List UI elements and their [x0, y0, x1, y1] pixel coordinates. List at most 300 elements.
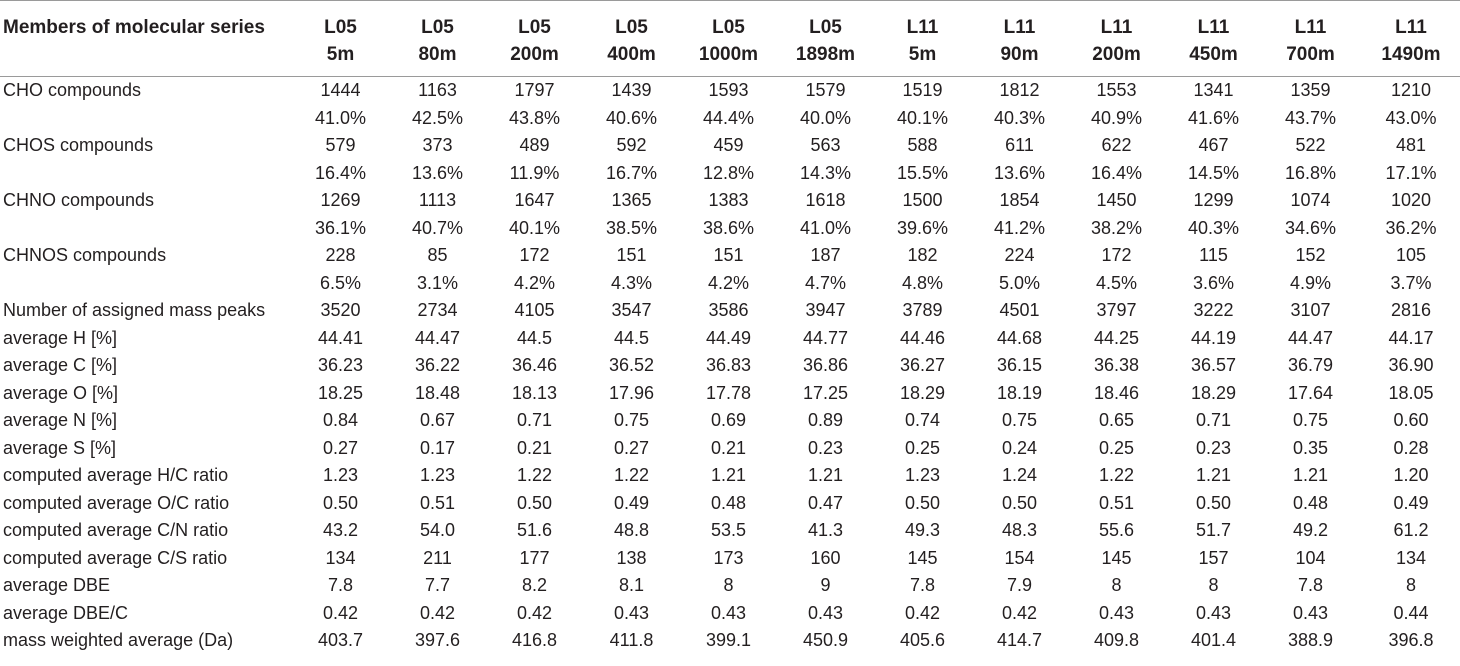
table-cell: 0.50 [1001, 492, 1038, 513]
table-cell: 0.75 [1001, 410, 1038, 430]
table-cell: 36.46 [511, 355, 558, 375]
table-cell: 48.8 [613, 520, 650, 540]
table-cell: 0.42 [904, 602, 941, 623]
table-cell: 1163 [418, 80, 457, 100]
column-site: L11 [1294, 17, 1327, 38]
table-cell: 41.2% [993, 217, 1046, 238]
table-cell: 1.21 [1292, 465, 1329, 485]
table-cell: 0.43 [807, 602, 844, 623]
table-cell: 3586 [708, 300, 749, 320]
table-cell: 622 [1101, 135, 1132, 155]
column-header [874, 1, 971, 77]
row-label: average C [%] [3, 355, 118, 375]
row-label: average DBE/C [3, 602, 129, 623]
table-cell: 44.5 [516, 327, 553, 348]
table-cell: 14.5% [1187, 162, 1240, 183]
table-cell: 0.50 [904, 492, 941, 513]
table-cell: 36.79 [1287, 355, 1334, 375]
table-row [0, 600, 1460, 628]
table-cell: 373 [422, 135, 453, 155]
table-cell: 1593 [708, 80, 749, 100]
column-site: L05 [712, 17, 745, 38]
table-cell: 40.0% [799, 107, 852, 128]
column-header [1165, 1, 1262, 77]
table-body [0, 77, 1460, 655]
table-cell: 36.22 [414, 355, 461, 375]
column-depth: 5m [326, 44, 355, 65]
table-cell: 3.6% [1192, 272, 1235, 293]
column-header [1068, 1, 1165, 77]
column-header [486, 1, 583, 77]
table-cell: 38.2% [1090, 217, 1143, 238]
table-cell: 4.2% [513, 272, 556, 293]
table-cell: 1269 [320, 190, 361, 210]
column-depth: 450m [1189, 44, 1238, 65]
table-row [0, 105, 1460, 133]
row-label [0, 105, 292, 133]
table-cell: 18.46 [1093, 382, 1140, 403]
table-cell: 8.2 [521, 575, 548, 595]
table-cell: 0.49 [613, 492, 650, 513]
table-cell: 36.83 [705, 355, 752, 375]
table-row [0, 77, 1460, 105]
table-cell: 134 [325, 547, 356, 568]
table-cell: 41.6% [1187, 107, 1240, 128]
table-cell: 3947 [805, 300, 846, 320]
table-row [0, 572, 1460, 600]
column-site: L05 [324, 17, 357, 38]
table-cell: 211 [423, 547, 452, 568]
table-cell: 1812 [999, 80, 1040, 100]
table-cell: 34.6% [1284, 217, 1337, 238]
table-cell: 40.3% [993, 107, 1046, 128]
table-cell: 399.1 [705, 630, 752, 650]
table-row [0, 407, 1460, 435]
column-header [583, 1, 680, 77]
column-header [777, 1, 874, 77]
table-cell: 105 [1395, 245, 1427, 265]
table-cell: 396.8 [1388, 630, 1434, 650]
table-cell: 0.28 [1393, 437, 1429, 458]
table-cell: 0.75 [1292, 410, 1329, 430]
table-cell: 0.43 [1195, 602, 1232, 623]
table-cell: 0.43 [1098, 602, 1135, 623]
table-cell: 1797 [514, 80, 555, 100]
table-cell: 40.7% [411, 217, 464, 238]
table-cell: 450.9 [802, 630, 849, 650]
table-cell: 0.42 [419, 602, 456, 623]
table-cell: 0.50 [516, 492, 553, 513]
table-cell: 0.21 [710, 437, 747, 458]
row-label: CHNO compounds [3, 190, 155, 210]
table-cell: 0.48 [1292, 492, 1329, 513]
table-row [0, 160, 1460, 188]
row-label: Number of assigned mass peaks [3, 300, 266, 320]
table-cell: 36.1% [314, 217, 367, 238]
table-cell: 157 [1198, 547, 1229, 568]
table-cell: 0.48 [710, 492, 747, 513]
row-label: computed average C/S ratio [3, 547, 228, 568]
table-cell: 134 [1395, 547, 1427, 568]
table-cell: 1.23 [322, 465, 359, 485]
table-cell: 43.0% [1385, 107, 1437, 128]
table-cell: 1854 [999, 190, 1040, 210]
table-cell: 224 [1004, 245, 1035, 265]
table-row [0, 325, 1460, 353]
column-depth: 1490m [1381, 44, 1441, 65]
table-row [0, 132, 1460, 160]
column-site: L11 [906, 17, 939, 38]
table-cell: 0.43 [613, 602, 650, 623]
table-cell: 17.25 [802, 382, 849, 403]
column-site: L05 [809, 17, 842, 38]
table-cell: 151 [616, 245, 647, 265]
table-header [0, 1, 1460, 77]
table-cell: 3222 [1193, 300, 1234, 320]
table-cell: 18.25 [317, 382, 364, 403]
header-row [0, 1, 1460, 77]
table-cell: 9 [820, 575, 831, 595]
table-cell: 36.2% [1385, 217, 1437, 238]
table-cell: 459 [713, 135, 744, 155]
table-cell: 7.7 [424, 575, 451, 595]
table-cell: 8 [1405, 575, 1416, 595]
table-cell: 0.27 [322, 437, 359, 458]
table-cell: 416.8 [511, 630, 558, 650]
table-cell: 44.4% [702, 107, 755, 128]
table-cell: 489 [519, 135, 550, 155]
table-cell: 40.9% [1090, 107, 1143, 128]
table-cell: 1.21 [1195, 465, 1232, 485]
table-cell: 0.42 [516, 602, 553, 623]
table-cell: 1519 [902, 80, 943, 100]
table-cell: 0.25 [1098, 437, 1135, 458]
table-cell: 18.48 [414, 382, 461, 403]
table-cell: 172 [1101, 245, 1132, 265]
column-site: L11 [1003, 17, 1036, 38]
row-label: average N [%] [3, 410, 118, 430]
table-cell: 36.90 [1388, 355, 1434, 375]
header-label: Members of molecular series [3, 17, 265, 38]
table-cell: 579 [325, 135, 356, 155]
table-cell: 7.8 [1297, 575, 1324, 595]
row-label: average H [%] [3, 327, 118, 348]
table-cell: 1579 [805, 80, 846, 100]
table-cell: 145 [1101, 547, 1132, 568]
table-cell: 38.6% [702, 217, 755, 238]
table-cell: 15.5% [896, 162, 949, 183]
table-cell: 8 [1208, 575, 1219, 595]
table-cell: 0.17 [419, 437, 456, 458]
table-cell: 55.6 [1098, 520, 1135, 540]
table-cell: 411.8 [609, 630, 654, 650]
table-cell: 17.1% [1385, 162, 1437, 183]
table-cell: 13.6% [993, 162, 1046, 183]
table-cell: 187 [810, 245, 841, 265]
table-cell: 588 [907, 135, 938, 155]
table-cell: 2734 [417, 300, 458, 320]
table-cell: 16.7% [605, 162, 658, 183]
row-label [0, 160, 292, 188]
table-cell: 1365 [611, 190, 652, 210]
column-site: L05 [421, 17, 454, 38]
table-cell: 0.67 [419, 410, 456, 430]
table-cell: 1113 [418, 190, 457, 210]
column-site: L05 [518, 17, 551, 38]
table-cell: 18.29 [899, 382, 946, 403]
column-site: L05 [615, 17, 648, 38]
column-depth: 90m [1000, 44, 1039, 65]
table-cell: 36.52 [608, 355, 655, 375]
table-cell: 0.49 [1393, 492, 1429, 513]
table-cell: 44.17 [1388, 327, 1434, 348]
table-cell: 1450 [1096, 190, 1137, 210]
table-cell: 43.7% [1284, 107, 1337, 128]
table-cell: 13.6% [411, 162, 464, 183]
table-cell: 1.21 [710, 465, 747, 485]
table-cell: 1.22 [1098, 465, 1135, 485]
table-cell: 4.5% [1095, 272, 1138, 293]
table-cell: 53.5 [710, 520, 747, 540]
table-cell: 172 [519, 245, 550, 265]
table-cell: 611 [1005, 135, 1034, 155]
table-cell: 36.57 [1190, 355, 1237, 375]
column-site: L11 [1100, 17, 1133, 38]
column-header [1359, 1, 1460, 77]
table-cell: 0.27 [613, 437, 650, 458]
table-cell: 1341 [1193, 80, 1234, 100]
table-row [0, 297, 1460, 325]
column-header [292, 1, 389, 77]
table-cell: 138 [616, 547, 647, 568]
table-cell: 5.0% [998, 272, 1041, 293]
table-cell: 36.86 [802, 355, 849, 375]
table-cell: 467 [1198, 135, 1229, 155]
table-cell: 563 [810, 135, 841, 155]
table-cell: 0.71 [1195, 410, 1232, 430]
table-cell: 0.75 [613, 410, 650, 430]
table-cell: 12.8% [702, 162, 755, 183]
table-row [0, 352, 1460, 380]
table-cell: 0.44 [1393, 602, 1429, 623]
column-header [971, 1, 1068, 77]
table-cell: 18.29 [1190, 382, 1237, 403]
table-cell: 18.19 [996, 382, 1043, 403]
table-cell: 522 [1295, 135, 1326, 155]
table-cell: 1.21 [807, 465, 844, 485]
table-cell: 40.1% [508, 217, 561, 238]
table-cell: 40.6% [605, 107, 658, 128]
table-cell: 17.64 [1287, 382, 1334, 403]
table-cell: 17.96 [608, 382, 655, 403]
table-cell: 1.20 [1393, 465, 1429, 485]
row-label [0, 270, 292, 298]
table-cell: 0.42 [322, 602, 359, 623]
table-cell: 0.89 [807, 410, 844, 430]
column-depth: 400m [607, 44, 656, 65]
table-cell: 0.23 [1195, 437, 1232, 458]
table-cell: 41.0% [799, 217, 852, 238]
column-header [680, 1, 777, 77]
table-cell: 6.5% [319, 272, 362, 293]
table-cell: 0.47 [807, 492, 844, 513]
table-cell: 3.1% [416, 272, 459, 293]
column-depth: 200m [1092, 44, 1141, 65]
table-cell: 177 [519, 547, 550, 568]
table-cell: 4.7% [804, 272, 847, 293]
table-cell: 44.49 [705, 327, 752, 348]
table-cell: 388.9 [1287, 630, 1334, 650]
table-cell: 11.9% [509, 162, 560, 183]
table-cell: 40.1% [896, 107, 949, 128]
table-row [0, 242, 1460, 270]
table-cell: 85 [427, 245, 448, 265]
table-cell: 1.22 [613, 465, 650, 485]
table-cell: 104 [1295, 547, 1326, 568]
table-cell: 44.25 [1093, 327, 1140, 348]
table-cell: 41.3 [807, 520, 844, 540]
column-depth: 200m [510, 44, 559, 65]
table-cell: 145 [907, 547, 938, 568]
table-cell: 0.50 [1195, 492, 1232, 513]
table-cell: 1299 [1193, 190, 1234, 210]
row-label: average DBE [3, 575, 111, 595]
table-cell: 481 [1395, 135, 1427, 155]
table-row [0, 462, 1460, 490]
table-cell: 1618 [805, 190, 846, 210]
column-depth: 5m [908, 44, 937, 65]
table-cell: 1647 [514, 190, 555, 210]
table-cell: 8 [1111, 575, 1122, 595]
table-cell: 7.8 [327, 575, 354, 595]
table-cell: 51.6 [516, 520, 553, 540]
table-cell: 592 [616, 135, 647, 155]
table-row [0, 627, 1460, 655]
table-cell: 40.3% [1187, 217, 1240, 238]
table-cell: 0.21 [516, 437, 553, 458]
table-cell: 38.5% [605, 217, 658, 238]
row-label: CHNOS compounds [3, 245, 167, 265]
row-label: computed average H/C ratio [3, 465, 229, 485]
table-cell: 397.6 [414, 630, 461, 650]
table-cell: 42.5% [411, 107, 464, 128]
column-header [389, 1, 486, 77]
table-cell: 44.47 [414, 327, 461, 348]
table-cell: 16.4% [314, 162, 367, 183]
table-row [0, 380, 1460, 408]
table-cell: 44.19 [1190, 327, 1237, 348]
table-cell: 154 [1004, 547, 1035, 568]
column-depth: 80m [418, 44, 457, 65]
table-cell: 1.23 [904, 465, 941, 485]
table-cell: 43.8% [508, 107, 561, 128]
table-cell: 1074 [1290, 190, 1331, 210]
table-cell: 39.6% [896, 217, 949, 238]
table-cell: 0.51 [419, 492, 456, 513]
table-cell: 405.6 [899, 630, 946, 650]
table-cell: 36.38 [1093, 355, 1140, 375]
table-cell: 2816 [1390, 300, 1432, 320]
table-cell: 44.46 [899, 327, 946, 348]
table-cell: 16.8% [1284, 162, 1337, 183]
row-label: computed average C/N ratio [3, 520, 229, 540]
table-cell: 0.50 [322, 492, 359, 513]
table-cell: 36.23 [317, 355, 364, 375]
table-cell: 151 [713, 245, 744, 265]
table-cell: 8.1 [618, 575, 645, 595]
row-label: CHO compounds [3, 80, 142, 100]
table-cell: 4.8% [901, 272, 944, 293]
table-cell: 14.3% [799, 162, 852, 183]
table-cell: 0.25 [904, 437, 941, 458]
row-label: CHOS compounds [3, 135, 154, 155]
table-cell: 0.23 [807, 437, 844, 458]
table-cell: 41.0% [314, 107, 367, 128]
table-cell: 0.71 [516, 410, 553, 430]
table-cell: 3107 [1290, 300, 1331, 320]
table-cell: 51.7 [1195, 520, 1232, 540]
table-cell: 36.15 [996, 355, 1043, 375]
table-cell: 414.7 [996, 630, 1043, 650]
table-cell: 0.42 [1001, 602, 1038, 623]
table-cell: 0.43 [1292, 602, 1329, 623]
table-cell: 173 [713, 547, 744, 568]
table-cell: 1359 [1290, 80, 1331, 100]
table-cell: 152 [1295, 245, 1326, 265]
table-cell: 0.51 [1098, 492, 1135, 513]
table-cell: 4.9% [1289, 272, 1332, 293]
table-cell: 44.68 [996, 327, 1043, 348]
table-cell: 16.4% [1090, 162, 1143, 183]
table-cell: 49.2 [1292, 520, 1329, 540]
table-cell: 182 [907, 245, 938, 265]
table-row [0, 187, 1460, 215]
table-cell: 49.3 [904, 520, 941, 540]
table-cell: 115 [1199, 245, 1228, 265]
table-cell: 0.60 [1393, 410, 1429, 430]
table-cell: 0.24 [1001, 437, 1038, 458]
row-label [0, 215, 292, 243]
row-label: average S [%] [3, 437, 117, 458]
table-cell: 44.47 [1287, 327, 1334, 348]
table-cell: 1.23 [419, 465, 456, 485]
table-cell: 1020 [1390, 190, 1432, 210]
column-depth: 700m [1286, 44, 1335, 65]
table-cell: 3797 [1096, 300, 1137, 320]
table-cell: 61.2 [1393, 520, 1429, 540]
table-cell: 17.78 [705, 382, 752, 403]
table-cell: 4.2% [707, 272, 750, 293]
table-cell: 0.74 [904, 410, 941, 430]
table-cell: 7.8 [909, 575, 936, 595]
row-label: computed average O/C ratio [3, 492, 230, 513]
table-row [0, 435, 1460, 463]
table-cell: 0.65 [1098, 410, 1135, 430]
table-cell: 3520 [320, 300, 361, 320]
table-cell: 3789 [902, 300, 943, 320]
table-cell: 1553 [1096, 80, 1137, 100]
table-cell: 1500 [902, 190, 943, 210]
row-label: average O [%] [3, 382, 119, 403]
table-cell: 4.3% [610, 272, 653, 293]
table-cell: 44.5 [613, 327, 650, 348]
table-cell: 18.13 [511, 382, 558, 403]
table-cell: 0.69 [710, 410, 747, 430]
table-cell: 1444 [320, 80, 361, 100]
table-cell: 1.24 [1001, 465, 1038, 485]
table-cell: 18.05 [1388, 382, 1434, 403]
table-cell: 43.2 [322, 520, 359, 540]
